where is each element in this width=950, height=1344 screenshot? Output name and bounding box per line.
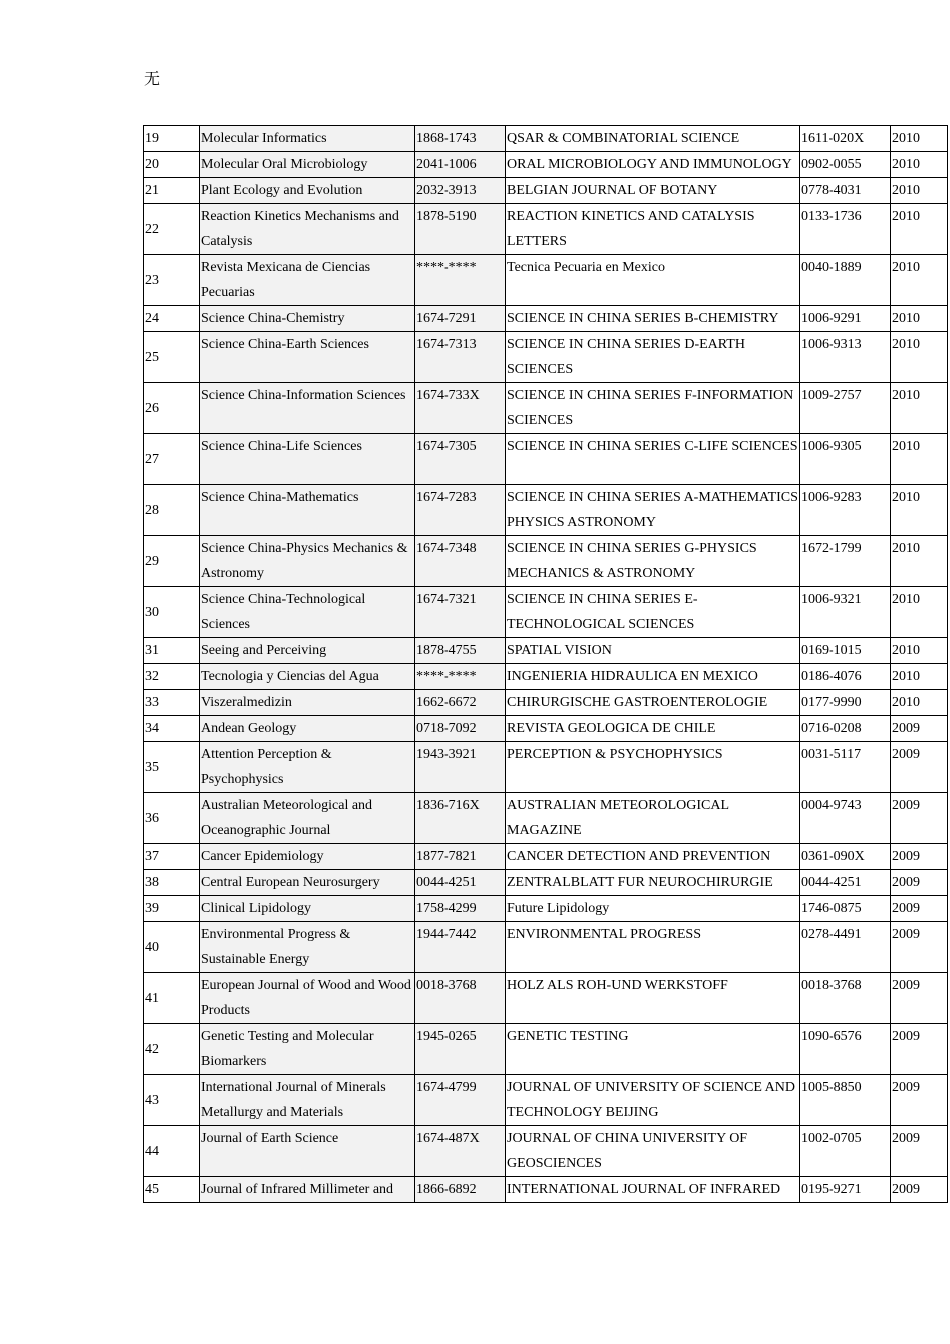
new-journal-title: Genetic Testing and Molecular Biomarkers: [200, 1024, 415, 1075]
new-journal-title: Environmental Progress & Sustainable Energy: [200, 922, 415, 973]
former-journal-title: QSAR & COMBINATORIAL SCIENCE: [506, 126, 800, 152]
change-year: 2010: [891, 485, 948, 536]
former-issn: 0169-1015: [800, 638, 891, 664]
row-number: 42: [144, 1024, 200, 1075]
row-number: 28: [144, 485, 200, 536]
table-row: [144, 1126, 948, 1177]
row-number: 39: [144, 896, 200, 922]
change-year: 2010: [891, 306, 948, 332]
new-journal-title: International Journal of Minerals Metallurgy and Materials: [200, 1075, 415, 1126]
change-year: 2010: [891, 664, 948, 690]
table-row: [144, 1024, 948, 1075]
new-issn: 1758-4299: [415, 896, 506, 922]
new-issn: 0018-3768: [415, 973, 506, 1024]
former-journal-title: REACTION KINETICS AND CATALYSIS LETTERS: [506, 204, 800, 255]
former-issn: 0018-3768: [800, 973, 891, 1024]
former-issn: 1672-1799: [800, 536, 891, 587]
former-issn: 1009-2757: [800, 383, 891, 434]
former-journal-title: SCIENCE IN CHINA SERIES G-PHYSICS MECHANICS & ASTRONOMY: [506, 536, 800, 587]
table-row: [144, 896, 948, 922]
change-year: 2009: [891, 1126, 948, 1177]
change-year: 2009: [891, 870, 948, 896]
new-issn: 1944-7442: [415, 922, 506, 973]
former-issn: 1005-8850: [800, 1075, 891, 1126]
new-issn: 1878-5190: [415, 204, 506, 255]
new-issn: 1878-4755: [415, 638, 506, 664]
former-journal-title: SCIENCE IN CHINA SERIES E-TECHNOLOGICAL SCIENCES: [506, 587, 800, 638]
table-row: [144, 922, 948, 973]
former-issn: 1006-9283: [800, 485, 891, 536]
former-journal-title: BELGIAN JOURNAL OF BOTANY: [506, 178, 800, 204]
new-issn: 2041-1006: [415, 152, 506, 178]
new-issn: 1662-6672: [415, 690, 506, 716]
new-issn: 1877-7821: [415, 844, 506, 870]
former-issn: 1006-9321: [800, 587, 891, 638]
new-issn: ****-****: [415, 255, 506, 306]
row-number: 33: [144, 690, 200, 716]
new-issn: 1674-733X: [415, 383, 506, 434]
change-year: 2010: [891, 434, 948, 485]
row-number: 30: [144, 587, 200, 638]
former-issn: 0040-1889: [800, 255, 891, 306]
former-issn: 1746-0875: [800, 896, 891, 922]
change-year: 2009: [891, 1177, 948, 1203]
new-journal-title: Cancer Epidemiology: [200, 844, 415, 870]
new-issn: 1674-7283: [415, 485, 506, 536]
former-journal-title: SCIENCE IN CHINA SERIES A-MATHEMATICS PHYSICS ASTRONOMY: [506, 485, 800, 536]
former-journal-title: SCIENCE IN CHINA SERIES F-INFORMATION SCIENCES: [506, 383, 800, 434]
former-issn: 0133-1736: [800, 204, 891, 255]
change-year: 2010: [891, 178, 948, 204]
row-number: 35: [144, 742, 200, 793]
former-issn: 0004-9743: [800, 793, 891, 844]
row-number: 41: [144, 973, 200, 1024]
new-journal-title: Attention Perception & Psychophysics: [200, 742, 415, 793]
former-journal-title: SCIENCE IN CHINA SERIES C-LIFE SCIENCES: [506, 434, 800, 485]
table-row: [144, 716, 948, 742]
former-journal-title: ORAL MICROBIOLOGY AND IMMUNOLOGY: [506, 152, 800, 178]
new-issn: 1674-7348: [415, 536, 506, 587]
table-row: [144, 485, 948, 536]
new-journal-title: Viszeralmedizin: [200, 690, 415, 716]
change-year: 2010: [891, 204, 948, 255]
former-journal-title: JOURNAL OF CHINA UNIVERSITY OF GEOSCIENCES: [506, 1126, 800, 1177]
former-issn: 0361-090X: [800, 844, 891, 870]
table-row: [144, 152, 948, 178]
new-issn: 1674-487X: [415, 1126, 506, 1177]
new-issn: ****-****: [415, 664, 506, 690]
former-journal-title: AUSTRALIAN METEOROLOGICAL MAGAZINE: [506, 793, 800, 844]
new-issn: 0718-7092: [415, 716, 506, 742]
former-journal-title: SCIENCE IN CHINA SERIES D-EARTH SCIENCES: [506, 332, 800, 383]
change-year: 2009: [891, 973, 948, 1024]
table-row: [144, 204, 948, 255]
table-row: [144, 255, 948, 306]
new-issn: 1674-7305: [415, 434, 506, 485]
new-journal-title: Clinical Lipidology: [200, 896, 415, 922]
table-row: [144, 383, 948, 434]
former-issn: 1006-9291: [800, 306, 891, 332]
row-number: 45: [144, 1177, 200, 1203]
former-issn: 1611-020X: [800, 126, 891, 152]
former-journal-title: Future Lipidology: [506, 896, 800, 922]
row-number: 25: [144, 332, 200, 383]
table-row: [144, 690, 948, 716]
new-issn: 1866-6892: [415, 1177, 506, 1203]
table-row: [144, 638, 948, 664]
table-row: [144, 870, 948, 896]
new-issn: 1868-1743: [415, 126, 506, 152]
change-year: 2010: [891, 383, 948, 434]
change-year: 2009: [891, 742, 948, 793]
journal-rename-table: [143, 125, 948, 1203]
table-row: [144, 536, 948, 587]
former-issn: 1006-9305: [800, 434, 891, 485]
change-year: 2010: [891, 332, 948, 383]
table-row: [144, 664, 948, 690]
change-year: 2010: [891, 587, 948, 638]
table-row: [144, 332, 948, 383]
row-number: 27: [144, 434, 200, 485]
row-number: 26: [144, 383, 200, 434]
former-issn: 0044-4251: [800, 870, 891, 896]
change-year: 2010: [891, 152, 948, 178]
row-number: 20: [144, 152, 200, 178]
former-journal-title: ENVIRONMENTAL PROGRESS: [506, 922, 800, 973]
page-header-mark: 无: [144, 69, 161, 88]
change-year: 2009: [891, 1075, 948, 1126]
former-journal-title: GENETIC TESTING: [506, 1024, 800, 1075]
new-journal-title: Science China-Technological Sciences: [200, 587, 415, 638]
row-number: 21: [144, 178, 200, 204]
change-year: 2010: [891, 536, 948, 587]
new-journal-title: Science China-Physics Mechanics & Astronomy: [200, 536, 415, 587]
new-journal-title: Revista Mexicana de Ciencias Pecuarias: [200, 255, 415, 306]
change-year: 2009: [891, 844, 948, 870]
new-journal-title: Molecular Oral Microbiology: [200, 152, 415, 178]
new-issn: 1943-3921: [415, 742, 506, 793]
former-journal-title: CANCER DETECTION AND PREVENTION: [506, 844, 800, 870]
new-journal-title: Journal of Infrared Millimeter and: [200, 1177, 415, 1203]
table-row: [144, 1177, 948, 1203]
table-row: [144, 126, 948, 152]
former-journal-title: ZENTRALBLATT FUR NEUROCHIRURGIE: [506, 870, 800, 896]
former-journal-title: INGENIERIA HIDRAULICA EN MEXICO: [506, 664, 800, 690]
former-issn: 0195-9271: [800, 1177, 891, 1203]
former-journal-title: Tecnica Pecuaria en Mexico: [506, 255, 800, 306]
new-issn: 1674-4799: [415, 1075, 506, 1126]
former-journal-title: SPATIAL VISION: [506, 638, 800, 664]
new-journal-title: Journal of Earth Science: [200, 1126, 415, 1177]
former-journal-title: JOURNAL OF UNIVERSITY OF SCIENCE AND TECHNOLOGY BEIJING: [506, 1075, 800, 1126]
former-issn: 0778-4031: [800, 178, 891, 204]
change-year: 2009: [891, 793, 948, 844]
change-year: 2009: [891, 716, 948, 742]
row-number: 22: [144, 204, 200, 255]
new-journal-title: Andean Geology: [200, 716, 415, 742]
change-year: 2010: [891, 638, 948, 664]
new-issn: 1674-7321: [415, 587, 506, 638]
former-issn: 0031-5117: [800, 742, 891, 793]
change-year: 2010: [891, 126, 948, 152]
new-journal-title: Tecnologia y Ciencias del Agua: [200, 664, 415, 690]
new-issn: 1836-716X: [415, 793, 506, 844]
former-issn: 0902-0055: [800, 152, 891, 178]
row-number: 31: [144, 638, 200, 664]
table-row: [144, 178, 948, 204]
former-issn: 0186-4076: [800, 664, 891, 690]
new-issn: 0044-4251: [415, 870, 506, 896]
new-journal-title: Seeing and Perceiving: [200, 638, 415, 664]
new-issn: 1674-7313: [415, 332, 506, 383]
new-journal-title: Central European Neurosurgery: [200, 870, 415, 896]
new-journal-title: Plant Ecology and Evolution: [200, 178, 415, 204]
row-number: 19: [144, 126, 200, 152]
row-number: 44: [144, 1126, 200, 1177]
new-issn: 1674-7291: [415, 306, 506, 332]
change-year: 2010: [891, 690, 948, 716]
row-number: 38: [144, 870, 200, 896]
new-journal-title: Molecular Informatics: [200, 126, 415, 152]
table-row: [144, 742, 948, 793]
former-issn: 1006-9313: [800, 332, 891, 383]
row-number: 24: [144, 306, 200, 332]
former-issn: 1090-6576: [800, 1024, 891, 1075]
new-journal-title: European Journal of Wood and Wood Products: [200, 973, 415, 1024]
new-journal-title: Science China-Chemistry: [200, 306, 415, 332]
row-number: 29: [144, 536, 200, 587]
new-journal-title: Reaction Kinetics Mechanisms and Catalysis: [200, 204, 415, 255]
new-journal-title: Science China-Earth Sciences: [200, 332, 415, 383]
row-number: 32: [144, 664, 200, 690]
former-issn: 0177-9990: [800, 690, 891, 716]
new-journal-title: Science China-Information Sciences: [200, 383, 415, 434]
former-journal-title: REVISTA GEOLOGICA DE CHILE: [506, 716, 800, 742]
table-row: [144, 434, 948, 485]
table-row: [144, 587, 948, 638]
former-journal-title: INTERNATIONAL JOURNAL OF INFRARED: [506, 1177, 800, 1203]
former-journal-title: PERCEPTION & PSYCHOPHYSICS: [506, 742, 800, 793]
change-year: 2009: [891, 896, 948, 922]
row-number: 43: [144, 1075, 200, 1126]
row-number: 34: [144, 716, 200, 742]
new-journal-title: Science China-Mathematics: [200, 485, 415, 536]
new-journal-title: Australian Meteorological and Oceanographic Journal: [200, 793, 415, 844]
former-journal-title: CHIRURGISCHE GASTROENTEROLOGIE: [506, 690, 800, 716]
row-number: 40: [144, 922, 200, 973]
change-year: 2009: [891, 1024, 948, 1075]
former-journal-title: HOLZ ALS ROH-UND WERKSTOFF: [506, 973, 800, 1024]
table-row: [144, 1075, 948, 1126]
former-issn: 0278-4491: [800, 922, 891, 973]
new-journal-title: Science China-Life Sciences: [200, 434, 415, 485]
table-row: [144, 973, 948, 1024]
table-row: [144, 793, 948, 844]
new-issn: 2032-3913: [415, 178, 506, 204]
table-row: [144, 844, 948, 870]
row-number: 36: [144, 793, 200, 844]
change-year: 2010: [891, 255, 948, 306]
row-number: 23: [144, 255, 200, 306]
former-issn: 1002-0705: [800, 1126, 891, 1177]
new-issn: 1945-0265: [415, 1024, 506, 1075]
former-issn: 0716-0208: [800, 716, 891, 742]
former-journal-title: SCIENCE IN CHINA SERIES B-CHEMISTRY: [506, 306, 800, 332]
row-number: 37: [144, 844, 200, 870]
table-row: [144, 306, 948, 332]
change-year: 2009: [891, 922, 948, 973]
